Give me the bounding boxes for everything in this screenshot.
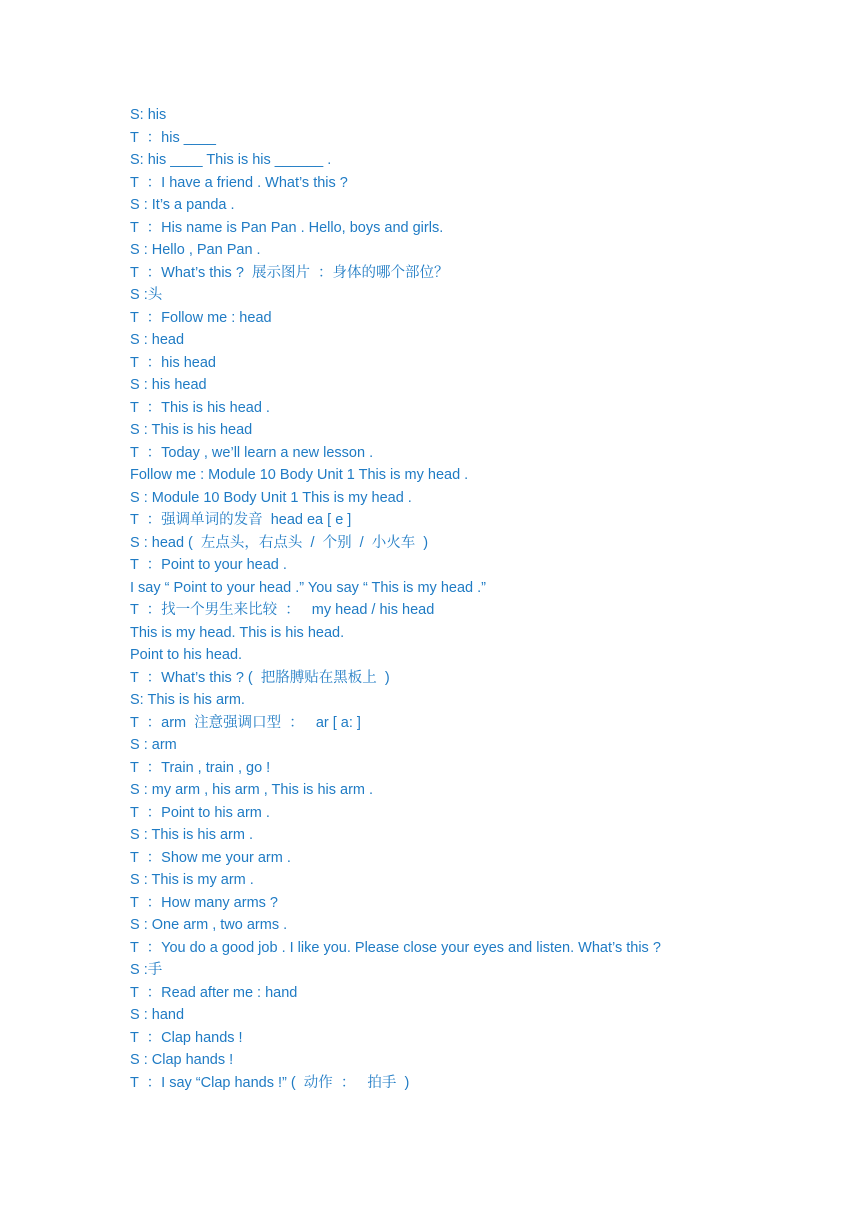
dialogue-line: S: his ____ This is his ______ . [130,152,332,168]
dialogue-line: T ：Clap hands ! [130,1029,243,1046]
dialogue-line: S : Hello , Pan Pan . [130,242,261,258]
dialogue-line: T ：I have a friend . What’s this ? [130,174,348,191]
dialogue-line: Follow me : Module 10 Body Unit 1 This is my head . [130,467,469,483]
dialogue-line: I say “ Point to your head .” You say “ This is my head .” [130,579,486,596]
dialogue-line: T ：找一个男生来比较 ： my head / his head [130,602,435,618]
dialogue-line: T ：What’s this ? ( 把胳膊贴在黑板上 ) [130,669,390,686]
dialogue-line: T ：Point to your head . [130,557,287,573]
dialogue-line: T ：Today , we’ll learn a new lesson . [130,444,374,461]
dialogue-line: S : One arm , two arms . [130,917,288,933]
dialogue-line: T ：Point to his arm . [130,804,270,821]
dialogue-line: T ：Follow me : head [130,309,272,326]
dialogue-line: T ：This is his head . [130,399,270,416]
dialogue-line: T ：Read after me : hand [130,984,298,1001]
dialogue-line: Point to his head. [130,647,243,663]
dialogue-line: S : It’s a panda . [130,197,235,213]
dialogue-line: T ：his ____ [130,129,216,146]
dialogue-line: S : This is his arm . [130,827,254,843]
dialogue-lines [130,104,830,1094]
dialogue-line: T ：Show me your arm . [130,849,291,866]
dialogue-line: S : hand [130,1007,185,1023]
dialogue-line: S :手 [130,962,163,978]
dialogue-line: T ：Train , train , go ! [130,759,271,776]
dialogue-line: T ：his head [130,354,216,371]
dialogue-line: T ：arm 注意强调口型 ： ar [ a: ] [130,714,361,731]
dialogue-line: S : Module 10 Body Unit 1 This is my head . [130,489,412,506]
dialogue-line: S : head ( 左点头，右点头 / 个别 / 小火车 ) [130,534,429,551]
dialogue-line: S : his head [130,377,207,393]
dialogue-line: T ：How many arms ? [130,894,278,911]
dialogue-line: S : head [130,332,185,348]
dialogue-line: S: his [130,107,167,123]
dialogue-line: S: This is his arm. [130,692,245,708]
dialogue-line: S : arm [130,737,177,753]
dialogue-line: S : This is my arm . [130,872,254,888]
dialogue-line: This is my head. This is his head. [130,624,345,641]
dialogue-line: S :头 [130,287,163,303]
dialogue-line: T ：His name is Pan Pan . Hello, boys and girls. [130,219,444,236]
dialogue-line: T ：I say “Clap hands !” ( 动作 ： 拍手 ) [130,1074,410,1091]
dialogue-line: T ：强调单词的发音 head ea [ e ] [130,512,352,528]
dialogue-line: S : Clap hands ! [130,1052,234,1068]
dialogue-line: S : This is his head [130,422,253,438]
dialogue-line: T ：What’s this ? 展示图片 ：身体的哪个部位？ [130,264,449,281]
dialogue-line: S : my arm , his arm , This is his arm . [130,782,374,798]
dialogue-line: T ：You do a good job . I like you. Please close your eyes and listen. What’s this ? [130,939,661,956]
